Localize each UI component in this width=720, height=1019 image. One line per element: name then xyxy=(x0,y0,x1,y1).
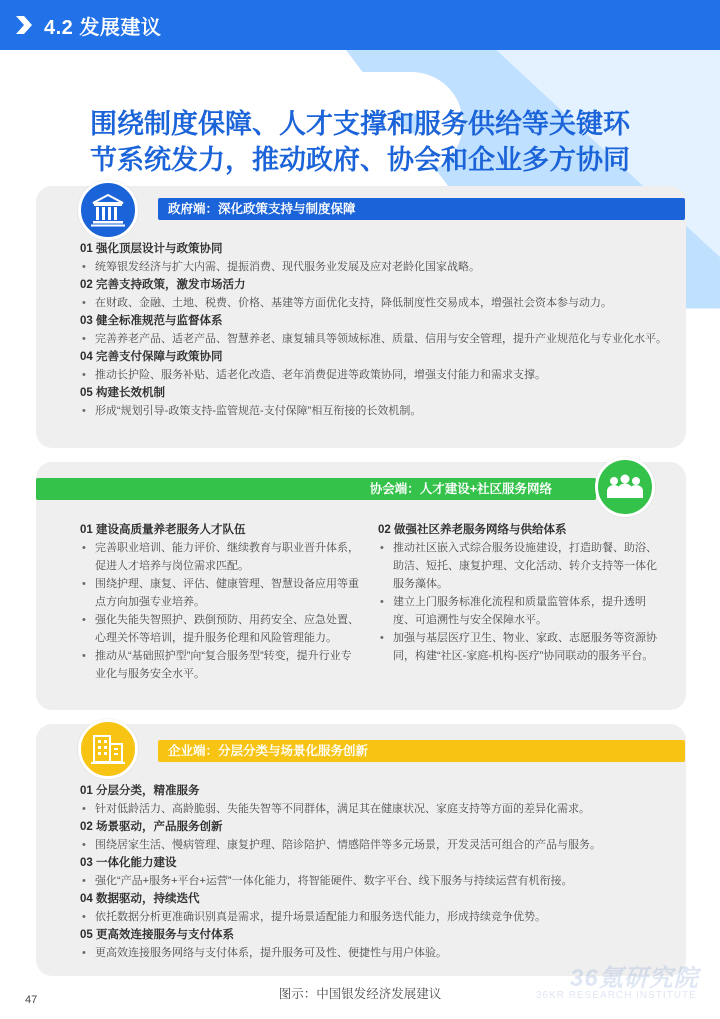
enterprise-item-bullet: • 依托数据分析更准确识别真是需求，提升场景适配能力和服务迭代能力，形成持续竞争优势。 xyxy=(80,908,680,926)
main-heading-line-1: 围绕制度保障、人才支撑和服务供给等关键环 xyxy=(90,109,630,139)
association-left-bullet: • 围绕护理、康复、评估、健康管理、智慧设备应用等重点方向加强专业培养。 xyxy=(80,575,360,611)
enterprise-item-heading: 05 更高效连接服务与支付体系 xyxy=(80,929,234,941)
enterprise-content xyxy=(80,782,680,962)
government-item-bullet: • 推动长护险、服务补贴、适老化改造、老年消费促进等政策协同，增强支付能力和需求支撑。 xyxy=(80,366,680,384)
government-item-heading: 04 完善支付保障与政策协同 xyxy=(80,351,223,363)
government-item-heading: 02 完善支持政策，激发市场活力 xyxy=(80,279,246,291)
government-item-bullet: • 统筹银发经济与扩大内需、提振消费、现代服务业发展及应对老龄化国家战略。 xyxy=(80,258,680,276)
enterprise-icon-badge xyxy=(78,719,138,779)
association-right-bullet: • 推动社区嵌入式综合服务设施建设，打造助餐、助浴、助洁、短托、康复护理、文化活动、转介支持等一体化服务藻体。 xyxy=(378,539,658,593)
enterprise-item-heading: 04 数据驱动，持续迭代 xyxy=(80,893,200,905)
government-item-bullet: • 在财政、金融、土地、税费、价格、基建等方面优化支持，降低制度性交易成本，增强社会资本参与动力。 xyxy=(80,294,680,312)
office-building-icon xyxy=(81,722,135,776)
enterprise-item-bullet: • 更高效连接服务网络与支付体系，提升服务可及性、便捷性与用户体验。 xyxy=(80,944,680,962)
enterprise-item-bullet: • 强化“产品+服务+平台+运营”一体化能力，将智能硬件、数字平台、线下服务与持续运营有机衔接。 xyxy=(80,872,680,890)
watermark-cn: 36氪研究院 xyxy=(570,965,699,992)
enterprise-item-heading: 01 分层分类，精准服务 xyxy=(80,785,200,797)
association-right-heading: 02 做强社区养老服务网络与供给体系 xyxy=(378,524,567,536)
government-item-heading: 01 强化顶层设计与政策协同 xyxy=(80,243,223,255)
association-right-bullet: • 加强与基层医疗卫生、物业、家政、志愿服务等资源协同，构建“社区-家庭-机构-医疗”协同联动的服务平台。 xyxy=(378,629,658,665)
government-item-heading: 03 健全标准规范与监督体系 xyxy=(80,315,223,327)
association-left-column xyxy=(80,521,360,683)
section-title: 4.2 发展建议 xyxy=(44,17,162,39)
association-left-bullet: • 推动从“基础照护型”向“复合服务型”转变，提升行业专业化与服务安全水平。 xyxy=(80,647,360,683)
enterprise-item-heading: 02 场景驱动，产品服务创新 xyxy=(80,821,223,833)
header-bar xyxy=(0,0,720,50)
association-right-bullet: • 建立上门服务标准化流程和质量监管体系，提升透明度、可追溯性与安全保障水平。 xyxy=(378,593,658,629)
chevron-right-icon xyxy=(14,13,34,37)
watermark-en: 36KR RESEARCH INSTITUTE xyxy=(536,990,697,1001)
association-left-bullet: • 强化失能失智照护、跌倒预防、用药安全、应急处置、心理关怀等培训，提升服务伦理和风险管理能力。 xyxy=(80,611,360,647)
enterprise-banner: 企业端：分层分类与场景化服务创新 xyxy=(158,740,685,762)
enterprise-item-heading: 03 一体化能力建设 xyxy=(80,857,177,869)
main-heading-line-2: 节系统发力，推动政府、协会和企业多方协同 xyxy=(90,145,630,175)
page-number: 47 xyxy=(25,994,38,1006)
association-right-column xyxy=(378,521,658,665)
government-content xyxy=(80,240,680,420)
government-icon-badge xyxy=(78,180,138,240)
government-banner: 政府端：深化政策支持与制度保障 xyxy=(158,198,685,220)
government-item-heading: 05 构建长效机制 xyxy=(80,387,165,399)
association-banner: 协会端：人才建设+社区服务网络 xyxy=(36,478,596,500)
enterprise-item-bullet: • 针对低龄活力、高龄脆弱、失能失智等不同群体，满足其在健康状况、家庭支持等方面的差异化需求。 xyxy=(80,800,680,818)
figure-caption: 图示：中国银发经济发展建议 xyxy=(278,987,442,1001)
association-icon-badge xyxy=(595,457,655,517)
main-heading xyxy=(0,106,720,178)
government-building-icon xyxy=(81,183,135,237)
enterprise-item-bullet: • 围绕居家生活、慢病管理、康复护理、陪诊陪护、情感陪伴等多元场景，开发灵活可组合的产品与服务。 xyxy=(80,836,680,854)
people-group-icon xyxy=(598,460,652,514)
government-item-bullet: • 形成“规划引导-政策支持-监管规范-支付保障”相互衔接的长效机制。 xyxy=(80,402,680,420)
association-left-bullet: • 完善职业培训、能力评价、继续教育与职业晋升体系，促进人才培养与岗位需求匹配。 xyxy=(80,539,360,575)
association-left-heading: 01 建设高质量养老服务人才队伍 xyxy=(80,524,246,536)
government-item-bullet: • 完善养老产品、适老产品、智慧养老、康复辅具等领域标准、质量、信用与安全管理，提升产业规范化与专业化水平。 xyxy=(80,330,680,348)
